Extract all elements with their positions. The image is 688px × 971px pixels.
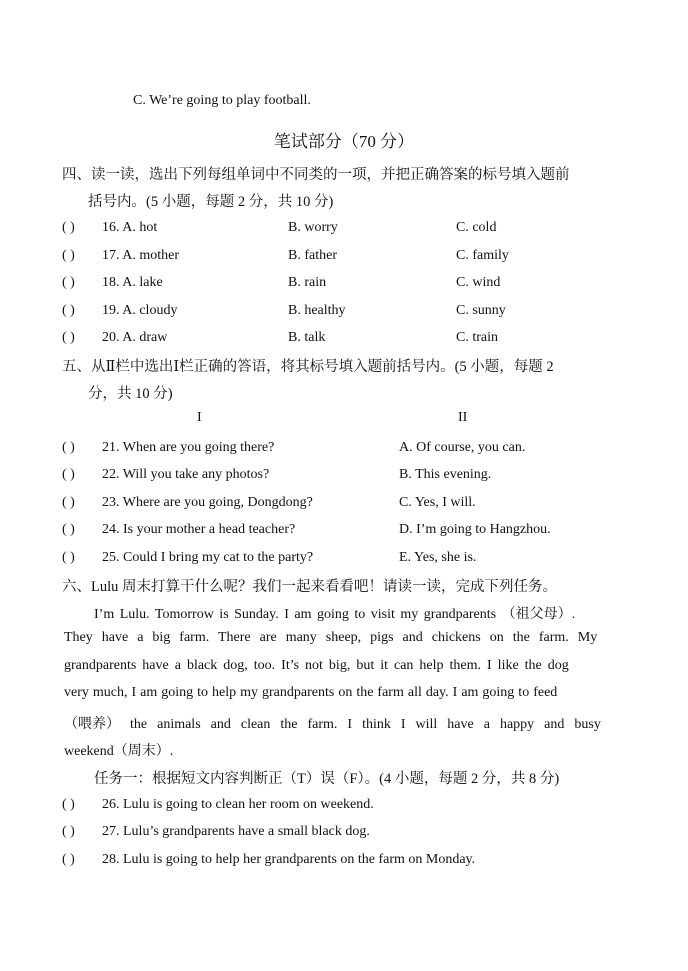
answer-paren[interactable]: ( ) [62,303,75,318]
option-c: C. sunny [456,303,506,318]
task1-instruction: 任务一：根据短文内容判断正（T）误（F）。(4 小题，每题 2 分，共 8 分) [94,771,560,787]
answer-paren[interactable]: ( ) [62,440,75,455]
answer-paren[interactable]: ( ) [62,797,75,812]
question-text: 25. Could I bring my cat to the party? [102,550,314,565]
answer-paren[interactable]: ( ) [62,275,75,290]
passage-line: weekend（周末）. [64,744,174,759]
question-text: 21. When are you going there? [102,440,275,455]
option-a: 20. A. draw [102,330,168,345]
section-title: 笔试部分（70 分） [273,132,415,151]
column-ii-header: II [458,410,468,425]
option-b: B. father [288,248,337,263]
statement-text: 28. Lulu is going to help her grandparents on the farm on Monday. [102,852,476,867]
question-text: 22. Will you take any photos? [102,467,270,482]
answer-paren[interactable]: ( ) [62,330,75,345]
answer-option: C. Yes, I will. [399,495,476,510]
question-text: 23. Where are you going, Dongdong? [102,495,313,510]
answer-option: E. Yes, she is. [399,550,477,565]
answer-paren[interactable]: ( ) [62,852,75,867]
option-a: 17. A. mother [102,248,179,263]
column-i-header: I [197,410,202,425]
statement-text: 26. Lulu is going to clean her room on weekend. [102,797,374,812]
answer-paren[interactable]: ( ) [62,248,75,263]
option-a: 19. A. cloudy [102,303,178,318]
option-c: C. family [456,248,509,263]
answer-option: D. I’m going to Hangzhou. [399,522,551,537]
passage-line: very much, I am going to help my grandparents on the farm all day. I am going to feed [64,685,558,700]
passage-line: grandparents have a black dog, too. It’s not big, but it can help them. I like the dog [64,658,569,673]
option-b: B. worry [288,220,338,235]
q6-instruction: 六、Lulu 周末打算干什么呢？我们一起来看看吧！请读一读，完成下列任务。 [62,579,558,595]
option-a: 18. A. lake [102,275,163,290]
option-a: 16. A. hot [102,220,158,235]
answer-option: A. Of course, you can. [399,440,526,455]
q4-instruction-line2: 括号内。(5 小题，每题 2 分，共 10 分) [88,194,334,210]
passage-line: （喂养） the animals and clean the farm. I think I will have a happy and busy [64,717,601,732]
answer-paren[interactable]: ( ) [62,550,75,565]
statement-text: 27. Lulu’s grandparents have a small black dog. [102,824,370,839]
option-b: B. talk [288,330,326,345]
q5-instruction-line1: 五、从Ⅱ栏中选出Ⅰ栏正确的答语，将其标号填入题前括号内。(5 小题，每题 2 [62,359,554,375]
q4-instruction-line1: 四、读一读，选出下列每组单词中不同类的一项，并把正确答案的标号填入题前 [62,167,570,183]
option-c: C. train [456,330,498,345]
option-b: B. rain [288,275,327,290]
passage-line: I’m Lulu. Tomorrow is Sunday. I am going to visit my grandparents （祖父母）. [94,607,576,622]
answer-paren[interactable]: ( ) [62,220,75,235]
top-option-c: C. We’re going to play football. [133,93,311,108]
option-c: C. wind [456,275,501,290]
option-c: C. cold [456,220,497,235]
passage-line: They have a big farm. There are many sheep, pigs and chickens on the farm. My [64,630,598,645]
question-text: 24. Is your mother a head teacher? [102,522,296,537]
q5-instruction-line2: 分，共 10 分) [88,386,173,402]
option-b: B. healthy [288,303,346,318]
answer-paren[interactable]: ( ) [62,467,75,482]
answer-option: B. This evening. [399,467,492,482]
answer-paren[interactable]: ( ) [62,495,75,510]
answer-paren[interactable]: ( ) [62,522,75,537]
answer-paren[interactable]: ( ) [62,824,75,839]
